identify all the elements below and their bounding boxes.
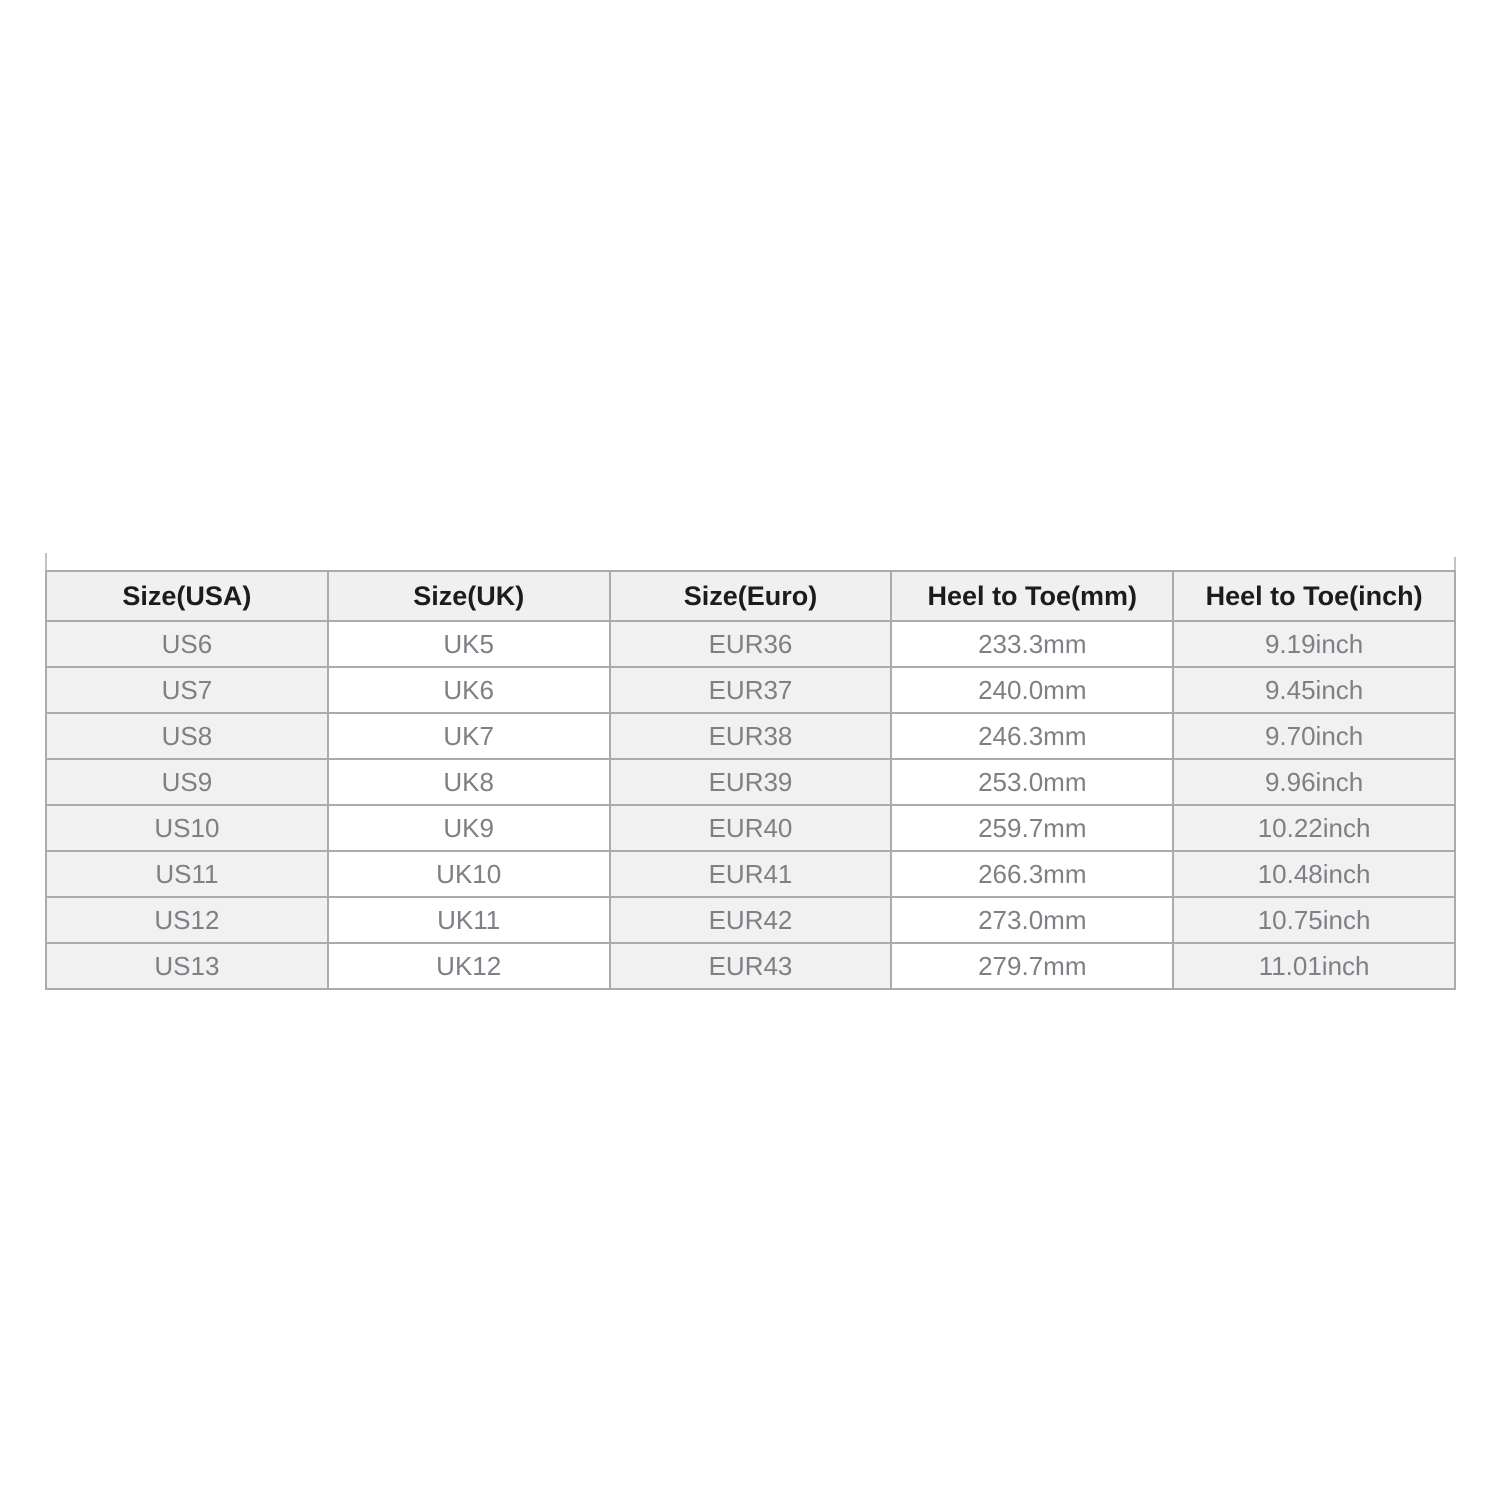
cell-size-uk: UK7: [328, 713, 610, 759]
cell-heel-to-toe-inch: 10.75inch: [1173, 897, 1455, 943]
table-row: [46, 897, 1455, 943]
cell-heel-to-toe-inch: 10.22inch: [1173, 805, 1455, 851]
cell-size-euro: EUR43: [610, 943, 892, 989]
column-header-size-uk: Size(UK): [328, 571, 610, 621]
column-header-size-euro: Size(Euro): [610, 571, 892, 621]
cell-size-uk: UK8: [328, 759, 610, 805]
cell-size-usa: US13: [46, 943, 328, 989]
cell-size-euro: EUR41: [610, 851, 892, 897]
table-row: [46, 667, 1455, 713]
table-row: [46, 851, 1455, 897]
cell-heel-to-toe-mm: 259.7mm: [891, 805, 1173, 851]
cell-heel-to-toe-inch: 10.48inch: [1173, 851, 1455, 897]
column-header-heel-to-toe-inch: Heel to Toe(inch): [1173, 571, 1455, 621]
table-row: [46, 621, 1455, 667]
cell-size-uk: UK6: [328, 667, 610, 713]
cell-size-usa: US12: [46, 897, 328, 943]
cell-heel-to-toe-mm: 273.0mm: [891, 897, 1173, 943]
cell-size-uk: UK9: [328, 805, 610, 851]
cell-heel-to-toe-mm: 279.7mm: [891, 943, 1173, 989]
cell-size-usa: US8: [46, 713, 328, 759]
cell-size-usa: US11: [46, 851, 328, 897]
cell-size-uk: UK10: [328, 851, 610, 897]
cell-size-euro: EUR42: [610, 897, 892, 943]
cell-size-uk: UK12: [328, 943, 610, 989]
cell-size-uk: UK11: [328, 897, 610, 943]
header-row: [46, 571, 1455, 621]
table-row: [46, 713, 1455, 759]
cell-heel-to-toe-inch: 11.01inch: [1173, 943, 1455, 989]
cell-size-usa: US9: [46, 759, 328, 805]
cell-heel-to-toe-mm: 246.3mm: [891, 713, 1173, 759]
cell-heel-to-toe-inch: 9.45inch: [1173, 667, 1455, 713]
cell-size-euro: EUR36: [610, 621, 892, 667]
cell-size-usa: US7: [46, 667, 328, 713]
shoe-size-conversion-table: [45, 570, 1456, 990]
table-row: [46, 943, 1455, 989]
cell-size-euro: EUR39: [610, 759, 892, 805]
table-top-right-border-tick: [1454, 557, 1456, 571]
column-header-size-usa: Size(USA): [46, 571, 328, 621]
cell-heel-to-toe-mm: 253.0mm: [891, 759, 1173, 805]
table-top-left-border-tick: [45, 553, 47, 571]
cell-size-euro: EUR38: [610, 713, 892, 759]
column-header-heel-to-toe-mm: Heel to Toe(mm): [891, 571, 1173, 621]
cell-size-euro: EUR40: [610, 805, 892, 851]
cell-heel-to-toe-inch: 9.19inch: [1173, 621, 1455, 667]
cell-size-euro: EUR37: [610, 667, 892, 713]
cell-heel-to-toe-inch: 9.70inch: [1173, 713, 1455, 759]
table-row: [46, 759, 1455, 805]
cell-size-usa: US10: [46, 805, 328, 851]
cell-size-usa: US6: [46, 621, 328, 667]
cell-heel-to-toe-inch: 9.96inch: [1173, 759, 1455, 805]
cell-heel-to-toe-mm: 233.3mm: [891, 621, 1173, 667]
cell-size-uk: UK5: [328, 621, 610, 667]
cell-heel-to-toe-mm: 240.0mm: [891, 667, 1173, 713]
table-row: [46, 805, 1455, 851]
cell-heel-to-toe-mm: 266.3mm: [891, 851, 1173, 897]
